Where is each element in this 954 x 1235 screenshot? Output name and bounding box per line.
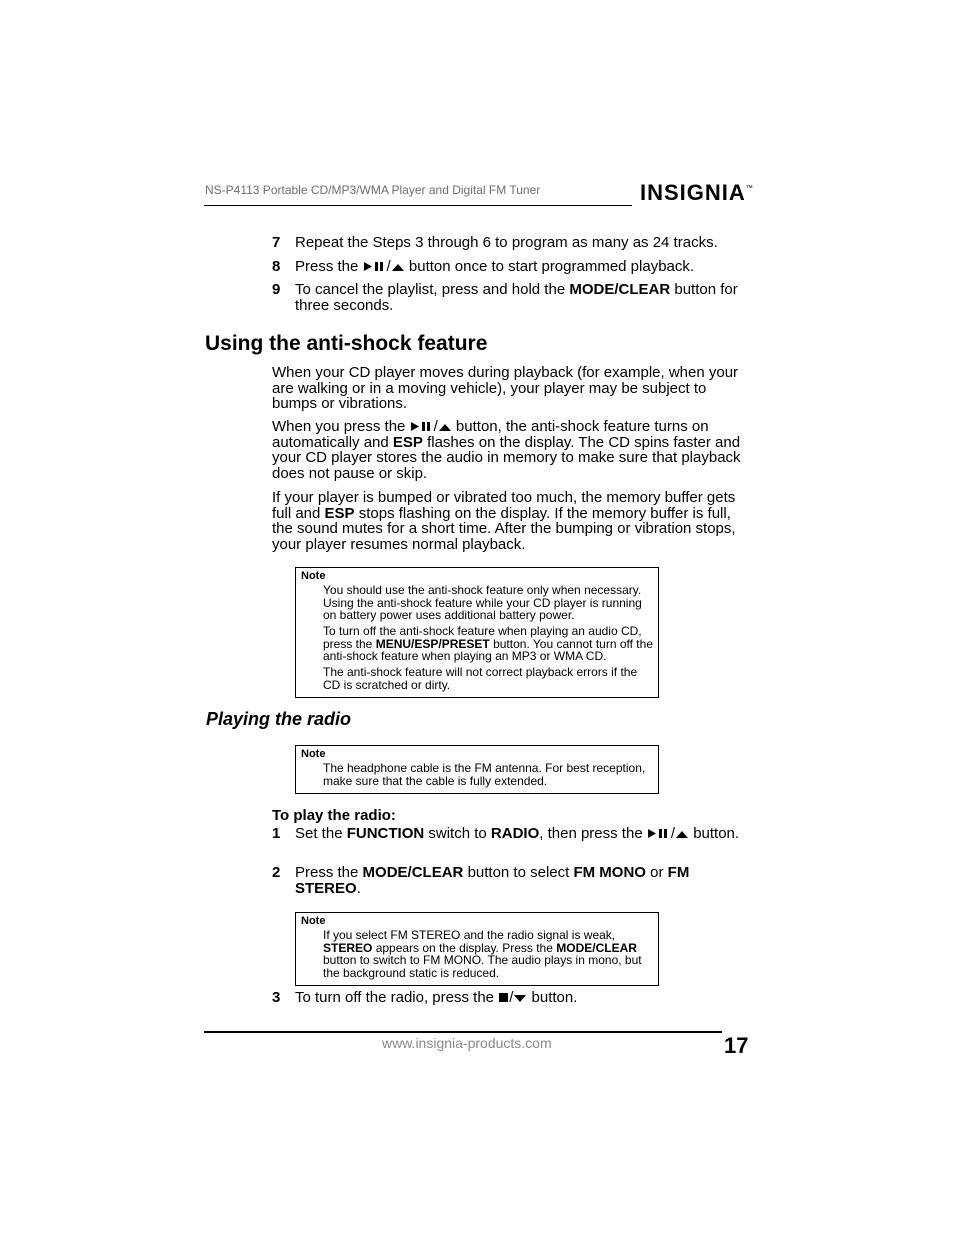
play-pause-icon xyxy=(363,261,387,272)
step-number: 3 xyxy=(272,989,281,1006)
paragraph-buffer: If your player is bumped or vibrated too much, the memory buffer gets full and ESP stops flashing on the display. If the memory buffer is full, the sound mutes for a short time. After the bumping or vibration stops, your player resumes normal playback. xyxy=(272,489,736,554)
note-text: The anti-shock feature will not correct playback errors if the CD is scratched or dirty. xyxy=(323,665,638,692)
step-2 xyxy=(272,865,692,897)
step-text: Set the FUNCTION switch to RADIO, then press the / button. xyxy=(295,825,740,842)
step-number: 8 xyxy=(272,258,281,275)
step-1 xyxy=(272,826,742,842)
note-box xyxy=(295,912,659,986)
page-number: 17 xyxy=(724,1033,749,1058)
header-title: NS-P4113 Portable CD/MP3/WMA Player and Digital FM Tuner xyxy=(205,183,541,197)
note-label: Note xyxy=(301,748,326,760)
step-8 xyxy=(272,259,752,275)
step-number: 1 xyxy=(272,825,281,842)
note-text: You should use the anti-shock feature only when necessary. Using the anti-shock feature while your CD player is running on battery power uses additional battery power. xyxy=(323,583,642,622)
up-triangle-icon xyxy=(391,262,405,272)
paragraph-intro: When your CD player moves during playback (for example, when your are walking or in a moving vehicle), your player may be subject to bumps or vibrations. xyxy=(272,364,739,413)
down-triangle-icon xyxy=(513,993,527,1003)
logo-text: INSIGNIA xyxy=(640,180,746,205)
play-pause-icon xyxy=(647,828,671,839)
note-text: To turn off the anti-shock feature when playing an audio CD, press the MENU/ESP/PRESET button. You cannot turn off the anti-shock feature when playing an MP3 or WMA CD. xyxy=(323,624,653,663)
step-9 xyxy=(272,282,752,314)
note-label: Note xyxy=(301,570,326,582)
up-triangle-icon xyxy=(438,422,452,432)
step-number: 2 xyxy=(272,864,281,881)
note-text: The headphone cable is the FM antenna. For best reception, make sure that the cable is fully extended. xyxy=(323,761,646,788)
step-text: Press the MODE/CLEAR button to select FM MONO or FM STEREO. xyxy=(295,864,690,897)
step-7 xyxy=(272,235,752,251)
note-box xyxy=(295,745,659,794)
step-number: 7 xyxy=(272,234,281,251)
stop-icon xyxy=(498,992,509,1003)
paragraph-esp: When you press the / button, the anti-shock feature turns on automatically and ESP flashes on the display. The CD spins faster and your CD player stores the audio in memory to make sure that playback does not pause or skip. xyxy=(272,418,741,483)
note-label: Note xyxy=(301,915,326,927)
step-number: 9 xyxy=(272,281,281,298)
footer-rule xyxy=(204,1031,722,1033)
step-text: Repeat the Steps 3 through 6 to program as many as 24 tracks. xyxy=(295,234,718,251)
subsection-heading: Playing the radio xyxy=(206,709,352,729)
play-pause-icon xyxy=(410,421,434,432)
section-heading: Using the anti-shock feature xyxy=(205,332,488,355)
brand-logo xyxy=(640,180,754,206)
step-text: Press the / button once to start programmed playback. xyxy=(295,258,695,275)
step-text: To cancel the playlist, press and hold the MODE/CLEAR button for three seconds. xyxy=(295,281,738,314)
step-text: To turn off the radio, press the / button. xyxy=(295,989,578,1006)
step-3 xyxy=(272,990,752,1006)
logo-trademark: ™ xyxy=(745,184,754,192)
footer-url: www.insignia-products.com xyxy=(382,1035,552,1051)
note-text: If you select FM STEREO and the radio signal is weak, STEREO appears on the display. Press the MODE/CLEAR button to switch to FM MONO. The audio plays in mono, but the background static is reduced. xyxy=(323,928,642,980)
procedure-heading: To play the radio: xyxy=(272,807,396,824)
note-box xyxy=(295,567,659,698)
header-rule xyxy=(204,205,632,206)
up-triangle-icon xyxy=(675,829,689,839)
